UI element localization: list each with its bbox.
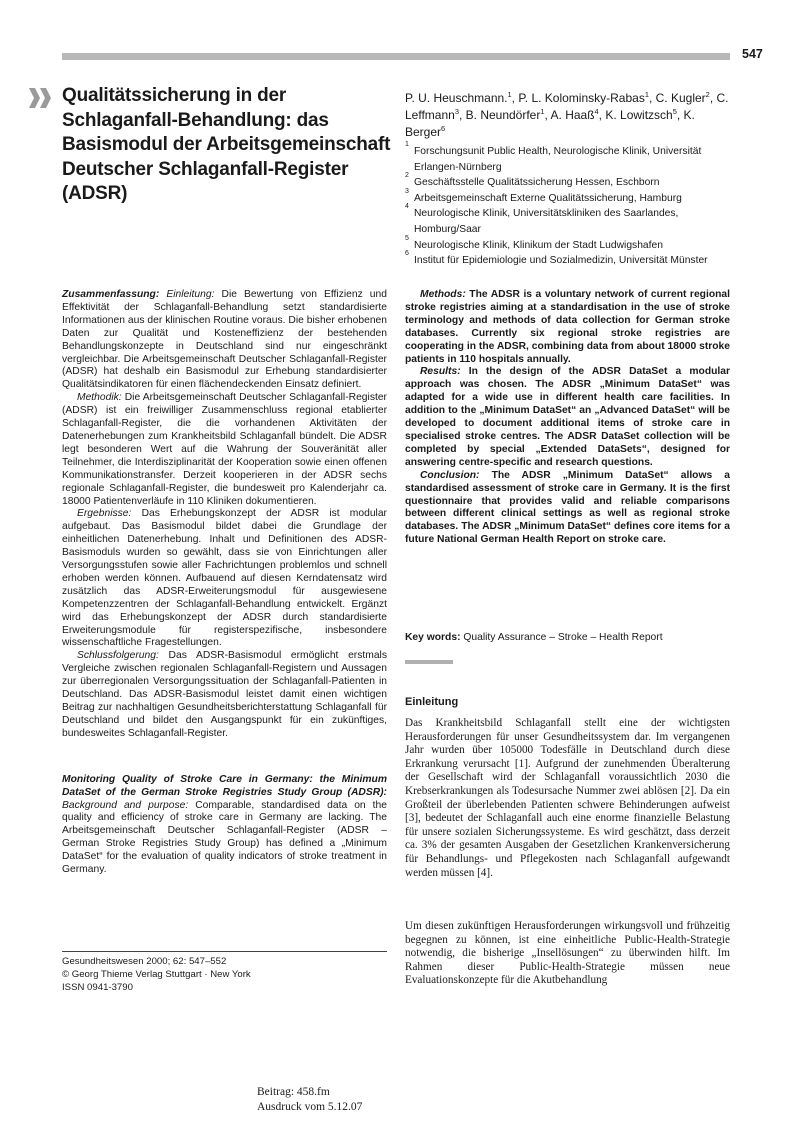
author: P. U. Heuschmann. <box>405 91 508 105</box>
abstract-paragraph: Conclusion: The ADSR „Minimum DataSet“ allows a standardised assessment of stroke care in Germany. It is the first questionnaire that provides valid and reliable comparisons between different clinical settings as well as regional stroke databases. The ADSR „Minimum DataSet“ defines core items for a future National German Health Report on stroke care. <box>405 469 730 546</box>
abstract-english-continued <box>405 289 730 547</box>
abstract-paragraph: Methods: The ADSR is a voluntary network of current regional stroke registries aiming at a standardisation in the use of stroke terminology and methods of data collection for German stroke databases. Currently six regional stroke registries are cooperating in the ADSR, combining data from about 18000 stroke patients in 110 hospitals annually. <box>405 289 730 365</box>
affiliation-item: 1 Forschungsunit Public Health, Neurologische Klinik, Universität Erlangen-Nürnberg <box>405 141 702 173</box>
page-number: 547 <box>742 47 763 61</box>
abstract-paragraph: Methodik: Die Arbeitsgemeinschaft Deutscher Schlaganfall-Register (ADSR) ist ein freiwilliger Zusammenschluss regional etablierter Schlaganfall-Register, die die vorhandenen Aktivitäten der Datenerhebungen zum Krankheitsbild Schlaganfall bündelt. Die ADSR legt besonderen Wert auf die Wahrung der Souveränität aller Teilnehmer, die Interdisziplinarität der Kooperation sowie einen offenen Kommunikationstransfer. Derzeit kooperieren in der ADSR sechs regionale Schlaganfall-Register, die bundesweit pro Kalenderjahr ca. 18000 Patientenverläufe in 110 Kliniken dokumentieren. <box>62 392 387 507</box>
abstract-paragraph: Ergebnisse: Das Erhebungskonzept der ADSR ist modular aufgebaut. Das Basismodul bildet dabei die Grundlage der einheitlichen Datenerhebung. Inhalt und Definitionen des ADSR-Basismoduls wurden so gewählt, dass sie von Einrichtungen aller Versorgungsstufen sowie aller Fachrichtungen problemlos und schnell erhoben werden können. Aufbauend auf diesen Kerndatensatz wird zusätzlich das ADSR-Erweiterungsmodul für ausgewiesene Kompetenzzentren der Schlaganfall-Behandlung entwickelt. Ergänzt wird das Erhebungskonzept der ADSR durch standardisierte Erweiterungsmodule für registerspezifische, insbesondere wissenschaftliche Fragestellungen. <box>62 508 387 649</box>
section-rule <box>405 660 453 664</box>
issn: ISSN 0941-3790 <box>62 982 133 993</box>
author: K. Berger <box>405 108 695 140</box>
section-heading: Einleitung <box>405 696 459 708</box>
abstract-paragraph: Zusammenfassung: Einleitung: Die Bewertung von Effizienz und Effektivität der Schlaganfall-Behandlung setzt standardisierte Informationen aus der klinischen Routine voraus. Die bisher erhobenen Daten zur Qualität und Kosteneffizienz der bestehenden Behandlungskonzepte in Deutschland sind nur eingeschränkt vergleichbar. Die Arbeitsgemeinschaft Deutscher Schlaganfall-Register (ADSR) hat deshalb ein Basismodul zur Erhebung standardisierter Qualitätsindikatoren für einen flächendeckenden Einsatz definiert. <box>62 289 387 391</box>
author: C. Leffmann <box>405 91 729 123</box>
header-rule <box>62 53 730 60</box>
keywords: Key words: Quality Assurance – Stroke – Health Report <box>405 632 663 643</box>
author: B. Neundörfer <box>465 108 541 123</box>
affiliation-item: 2 Geschäftsstelle Qualitätssicherung Hessen, Eschborn <box>405 172 660 189</box>
author: A. Haaß <box>550 108 595 123</box>
abstract-german <box>62 289 387 877</box>
author-list: P. U. Heuschmann.$^1$, P. L. Kolominsky-Rabas$^1$, C. Kugler$^2$, C. Leffmann$^3$, B. Neundörfer$^1$, A. Haaß$^4$, K. Lowitzsch$^5$, K. Berger$^6$ <box>405 90 729 140</box>
affiliation-list <box>405 141 735 269</box>
abstract-paragraph: Results: In the design of the ADSR DataSet a modular approach was chosen. The ADSR „Minimum DataSet“ was adapted for a wide use in different health care facilities. In addition to the „Minimum DataSet“ an „Advanced DataSet“ will be developed to document additional items of stroke care in specialised stroke centres. The ADSR DataSet collection will be completed by special „Extended DataSets“, designed for answering centre-specific and research questions. <box>405 366 730 468</box>
body-paragraph: Um diesen zukünftigen Herausforderungen wirkungsvoll und frühzeitig begegnen zu können, ist eine einheitliche Public-Health-Strategie notwendig, die bisherige „Insellösungen“ zu überwinden hilft. Im Rahmen dieser Public-Health-Strategie müssen neue Evaluationskonzepte für die Akutbehandlung <box>405 920 730 987</box>
author: C. Kugler <box>655 91 706 105</box>
article-title: Qualitätssicherung in der Schlaganfall-Behandlung: das Basismodul der Arbeitsgemeinschaft Deutscher Schlaganfall-Register (ADSR) <box>62 85 391 204</box>
author: K. Lowitzsch <box>605 108 673 123</box>
print-stamp: Beitrag: 458.fm Ausdruck vom 5.12.07 <box>257 1086 363 1113</box>
affiliation-item: 6 Institut für Epidemiologie und Sozialmedizin, Universität Münster <box>405 250 708 267</box>
double-chevron-icon <box>28 86 52 110</box>
author: P. L. Kolominsky-Rabas <box>518 91 645 105</box>
citation-footer <box>62 955 251 994</box>
affiliation-item: 5 Neurologische Klinik, Klinikum der Stadt Ludwigshafen <box>405 234 663 251</box>
affiliation-item: 3 Arbeitsgemeinschaft Externe Qualitätssicherung, Hamburg <box>405 187 682 204</box>
abstract-paragraph: Schlussfolgerung: Das ADSR-Basismodul ermöglicht erstmals Vergleiche zwischen regionalen Schlaganfall-Registern und Aussagen zur überregionalen Versorgungssituation der Schlaganfall-Patienten in Deutschland. Das ADSR-Basismodul leistet damit einen wichtigen Beitrag zur nachhaltigen Gesundheitsberichterstattung Schlaganfall für Deutschland und bildet den Ausgangspunkt für ein zukünftiges, bundesweites Schlaganfall-Register. <box>62 650 387 739</box>
publisher: © Georg Thieme Verlag Stuttgart · New York <box>62 969 251 980</box>
body-paragraph: Das Krankheitsbild Schlaganfall stellt eine der wichtigsten Herausforderungen für unser Gesundheitssystem dar. Im vergangenen Jahr wurden über 105000 Todesfälle in Deutschland durch diese Erkrankung verursacht [1]. Aufgrund der zunehmenden Überalterung der Gesellschaft wird der Schlaganfall voraussichtlich 2030 die Krebserkrankungen als Todesursache Nummer zwei ablösen [2]. Da ein Großteil der überlebenden Patienten schwere Behinderungen aufweist [3], bedeutet der Schlaganfall auch eine enorme finanzielle Belastung für unsere sozialen Sicherungssysteme. Es wird geschätzt, dass derzeit ca. 3% der gesamten Ausgaben der Gesetzlichen Krankenversicherung für Behandlungs- und Pflegekosten nach Schlaganfall aufgewandt werden müssen [4]. <box>405 717 730 879</box>
abstract-english-start: Monitoring Quality of Stroke Care in Germany: the Minimum DataSet of the German Stroke Registries Study Group (ADSR): Background and purpose: Comparable, standardised data on the quality and efficiency of stroke care in Germany are lacking. The Arbeitsgemeinschaft Deutscher Schlaganfall-Register (ADSR – German Stroke Registries Study Group) has defined a „Minimum DataSet“ for the evaluation of quality indicators of stroke treatment in Germany. <box>62 773 387 876</box>
affiliation-item: 4 Neurologische Klinik, Universitätskliniken des Saarlandes, Homburg/Saar <box>405 203 679 235</box>
journal-citation: Gesundheitswesen 2000; 62: 547–552 <box>62 956 227 967</box>
footer-rule <box>62 951 387 952</box>
